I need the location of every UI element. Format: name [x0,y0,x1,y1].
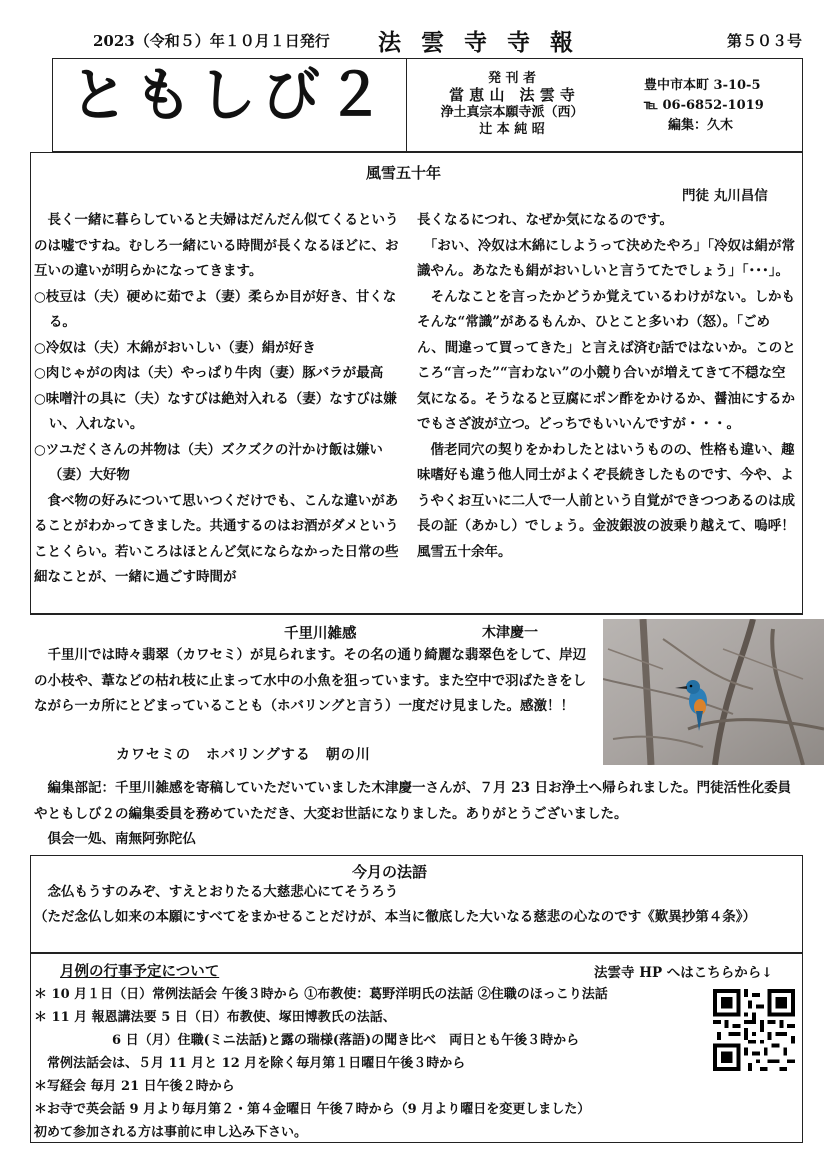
address: 豊中市本町 3-10-5 [644,78,761,93]
issue-date: 2023（令和５）年１０月１日発行 [93,32,330,50]
qr-code-icon[interactable] [713,989,795,1071]
publisher-block [412,70,612,138]
temple-name: 當 恵 山 法 雲 寺 [449,86,575,104]
event-line: 常例法話会は、５月 11 月と 12 月を除く毎月第１日曜日午後３時から [34,1056,466,1071]
list-item: ○枝豆は（夫）硬めに茹でよ（妻）柔らか目が好き、甘くなる。 [34,288,397,330]
event-line: ＊ 10 月１日（日）常例法話会 午後３時から ①布教使：葛野洋明氏の法話 ②住職のほっこり法話 [34,987,608,1002]
issue-number: 第５０３号 [727,32,803,50]
paragraph: 「おい、冷奴は木綿にしようって決めたやろ」「冷奴は絹が常識やん。あなたも絹がおいしいと言うてたでしょう」「･･･」。 [417,237,795,279]
dharma-title: 今月の法語 [352,863,428,881]
paragraph: 長く一緒に暮らしていると夫婦はだんだん似てくるというのは嘘ですね。むしろ一緒にいる時間が長くなるほどに、お互いの違いが明らかになってきます。 [34,212,399,279]
list-item: ○肉じゃがの肉は（夫）やっぱり牛肉（妻）豚バラが最高 [34,365,384,381]
article2-author: 木津慶一 [482,625,538,641]
paragraph: 偕老同穴の契りをかわしたとはいうものの、性格も違い、趣味嗜好も違う他人同士がよくぞ長続きしたものです、今や、ようやくお互いに二人で一人前という自覚ができつつあるのは成長の証（あかし）でしょう。金波銀波の波乗り越えて、嗚呼！風雪五十余年。 [417,441,795,560]
kingfisher-photo [603,619,824,765]
article1-left-column [34,208,405,591]
logo-tomoshibi: ともしび２ [70,61,391,129]
paragraph: 食べ物の好みについて思いつくだけでも、こんな違いがあることがわかってきました。共通するのはお酒がダメということくらい。若いころはほとんど気にならなかった日常の些細なことが、一緒に過ごす時間が [34,492,399,585]
article2-title: 千里川雑感 [284,625,357,642]
closing-phrase: 倶会一処、南無阿弥陀仏 [34,831,196,847]
list-item: ○味噌汁の具に（夫）なすびは絶対入れる（妻）なすびは嫌い、入れない。 [34,390,397,432]
editor: 編集：久木 [668,118,734,133]
phone: ℡ 06-6852-1019 [644,98,764,113]
events-list [34,983,714,1144]
article1-right-column [417,208,796,565]
homepage-label: 法雲寺 HP へはこちらから↓ [594,965,773,981]
event-line: 初めて参加される方は事前に申し込み下さい。 [34,1125,308,1140]
events-title: 月例の行事予定について [60,963,220,980]
event-line: ＊ 11 月 報恩講法要 5 日（日）布教使、塚田博教氏の法話、 [34,1010,396,1025]
contact-block [644,76,764,136]
haiku: カワセミの ホバリングする 朝の川 [116,747,371,763]
paragraph: 長くなるにつれ、なぜか気になるのです。 [417,212,673,228]
event-line: ＊写経会 毎月 21 日午後２時から [34,1079,235,1094]
list-item: ○冷奴は（夫）木綿がおいしい（妻）絹が好き [34,339,316,356]
article1-title: 風雪五十年 [366,164,442,182]
event-line: 6 日（月）住職(ミニ法話)と露の瑞様(落語)の聞き比べ 両日とも午後３時から [34,1033,580,1048]
article1-author: 門徒 丸川昌信 [682,188,768,204]
publisher-label: 発 刊 者 [487,71,537,86]
list-item: ○ツユだくさんの丼物は（夫）ズクズクの汁かけ飯は嫌い（妻）大好物 [34,441,383,483]
article2-body: 千里川では時々翡翠（カワセミ）が見られます。その名の通り綺麗な翡翠色をして、岸辺の小枝や、葦などの枯れ枝に止まって水中の小魚を狙っています。また空中で羽ばたきをしながら一カ所にとどまっていることも（ホバリングと言う）一度だけ見ました。感激！！ [34,647,587,714]
dharma-line1: 念仏もうすのみぞ、すえとおりたる大慈悲心にてそうろう [34,884,399,900]
paragraph: そんなことを言ったかどうか覚えているわけがない。しかもそんな“常識”があるもんか、ひとこと多いわ（怒）。「ごめん、間違って買ってきた」と言えば済む話ではないか。このところ“言った”“言わない”の小競り合いが増えてきて不穏な空気になる。そうなると豆腐にポン酢をかけるか、醤油にするかでもさざ波が立つ。どっちでもいいんですが・・・。 [417,288,796,432]
dharma-line2: （ただ念仏し如来の本願にすべてをまかせることだけが、本当に徹底した大いなる慈悲の心なのです《歎異抄第４条》） [34,909,756,925]
newsletter-title: 法 雲 寺 寺 報 [378,29,580,56]
sect-name: 浄土真宗本願寺派（西） [440,105,584,120]
editor-note: 編集部記：千里川雑感を寄稿していただいていました木津慶一さんが、７月 23 日お浄土へ帰られました。門徒活性化委員やともしび２の編集委員を務めていただき、大変お世話になりました。ありがとうございました。 [34,780,792,822]
event-line: ＊お寺で英会話 9 月より毎月第２・第４金曜日 午後７時から（9 月より曜日を変更しました） [34,1102,591,1117]
priest-name: 辻 本 純 昭 [479,122,545,137]
